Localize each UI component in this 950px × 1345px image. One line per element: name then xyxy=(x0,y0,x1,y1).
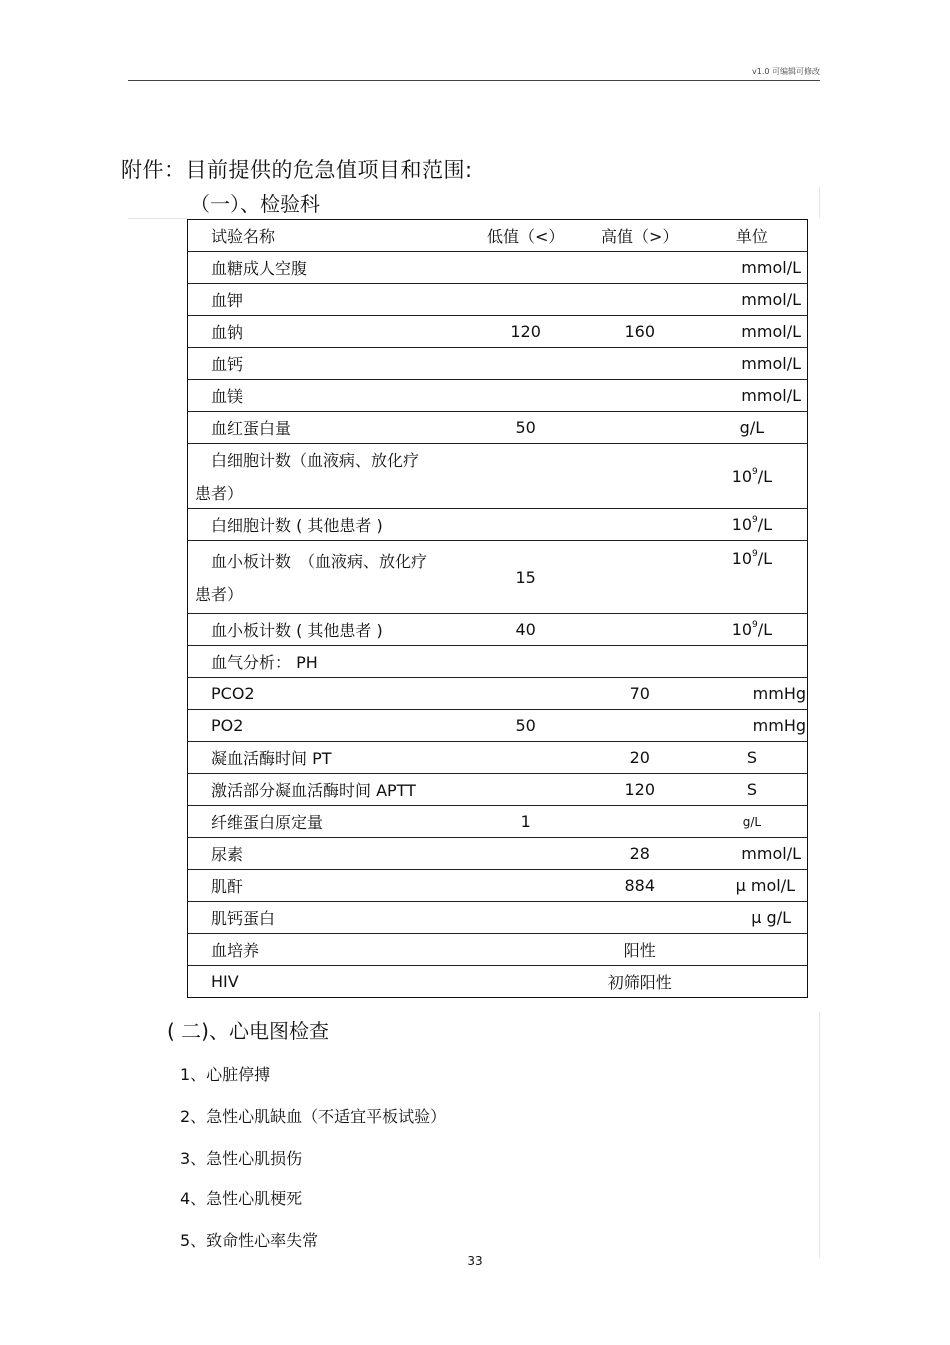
cell-unit: mmol/L xyxy=(697,348,808,380)
table-row xyxy=(188,541,808,614)
section-lab-title: （一）、检验科 xyxy=(190,192,320,216)
cell-high xyxy=(583,614,697,646)
cell-unit xyxy=(697,646,808,678)
table-row xyxy=(188,444,808,509)
cell-name: 纤维蛋白原定量 xyxy=(188,806,469,838)
header-version-text: v1.0 可编辑可修改 xyxy=(752,67,820,76)
section-ecg-title: ( 二)、心电图检查 xyxy=(167,1019,329,1043)
critical-values-table xyxy=(187,219,808,998)
cell-unit: mmol/L xyxy=(697,252,808,284)
cell-name: 血培养 xyxy=(188,934,469,966)
table-row xyxy=(188,252,808,284)
cell-high xyxy=(583,902,697,934)
cell-unit: g/L xyxy=(697,806,808,838)
unit-rest: /L xyxy=(757,515,773,534)
cell-name: PO2 xyxy=(188,710,469,742)
header-high-value: 高值（>） xyxy=(583,220,697,252)
cell-name-line1: 白细胞计数（血液病、放化疗 xyxy=(211,451,420,470)
cell-high: 阳性 xyxy=(583,934,697,966)
cell-high xyxy=(583,646,697,678)
unit-base: 10 xyxy=(731,466,753,486)
cell-low: 50 xyxy=(469,710,583,742)
cell-high: 70 xyxy=(583,678,697,710)
cell-low: 40 xyxy=(469,614,583,646)
cell-name xyxy=(188,541,469,614)
cell-high xyxy=(583,348,697,380)
cell-unit: μ g/L xyxy=(697,902,808,934)
unit-exponent: 9 xyxy=(752,515,758,525)
cell-name-line2: 患者） xyxy=(195,484,244,503)
cell-low xyxy=(469,646,583,678)
table-row xyxy=(188,316,808,348)
cell-low xyxy=(469,252,583,284)
cell-high xyxy=(583,509,697,541)
cell-high xyxy=(583,252,697,284)
table-row xyxy=(188,509,808,541)
cell-low xyxy=(469,678,583,710)
table-row xyxy=(188,284,808,316)
cell-low xyxy=(469,509,583,541)
cell-low xyxy=(469,934,583,966)
cell-low xyxy=(469,838,583,870)
cell-high xyxy=(583,710,697,742)
cell-low xyxy=(469,870,583,902)
cell-unit: mmol/L xyxy=(697,838,808,870)
cell-name: 肌酐 xyxy=(188,870,469,902)
table-row xyxy=(188,742,808,774)
cell-unit xyxy=(697,444,808,509)
page-number: 33 xyxy=(467,1254,483,1268)
cell-high: 20 xyxy=(583,742,697,774)
cell-low xyxy=(469,444,583,509)
cell-unit xyxy=(697,966,808,998)
unit-rest: /L xyxy=(757,466,773,486)
header-low-value: 低值（<） xyxy=(469,220,583,252)
faint-divider xyxy=(819,1012,820,1258)
ecg-list-item: 3、急性心肌损伤 xyxy=(180,1149,303,1168)
unit-rest: /L xyxy=(757,549,773,568)
header-rule xyxy=(128,80,820,81)
faint-divider xyxy=(128,218,188,219)
table-row xyxy=(188,774,808,806)
cell-high: 初筛阳性 xyxy=(583,966,697,998)
cell-name: 血糖成人空腹 xyxy=(188,252,469,284)
table-row xyxy=(188,966,808,998)
cell-unit xyxy=(697,541,808,614)
cell-high xyxy=(583,541,697,614)
table-row xyxy=(188,348,808,380)
unit-rest: /L xyxy=(757,620,773,639)
table-row xyxy=(188,870,808,902)
cell-low xyxy=(469,284,583,316)
cell-name-line2: 患者） xyxy=(195,585,244,604)
unit-exponent: 9 xyxy=(752,549,758,559)
table-row xyxy=(188,646,808,678)
cell-unit: mmol/L xyxy=(697,380,808,412)
header-test-name: 试验名称 xyxy=(188,220,469,252)
cell-unit xyxy=(697,509,808,541)
unit-base: 10 xyxy=(731,549,753,568)
cell-low xyxy=(469,742,583,774)
cell-unit: g/L xyxy=(697,412,808,444)
faint-divider xyxy=(819,186,820,218)
cell-high xyxy=(583,380,697,412)
document-title: 附件：目前提供的危急值项目和范围: xyxy=(121,158,473,182)
cell-name: 血红蛋白量 xyxy=(188,412,469,444)
cell-unit: mmHg xyxy=(697,710,808,742)
ecg-list-item: 5、致命性心率失常 xyxy=(180,1231,319,1250)
unit-base: 10 xyxy=(731,515,753,534)
cell-name: 白细胞计数 ( 其他患者 ) xyxy=(188,509,469,541)
cell-name: 尿素 xyxy=(188,838,469,870)
cell-name: 血气分析： PH xyxy=(188,646,469,678)
cell-low xyxy=(469,348,583,380)
unit-base: 10 xyxy=(731,620,753,639)
cell-name: 血小板计数 ( 其他患者 ) xyxy=(188,614,469,646)
cell-unit: mmol/L xyxy=(697,316,808,348)
ecg-list-item: 4、急性心肌梗死 xyxy=(180,1189,303,1208)
cell-name: 血钾 xyxy=(188,284,469,316)
cell-name: 凝血活酶时间 PT xyxy=(188,742,469,774)
cell-high: 120 xyxy=(583,774,697,806)
table-row xyxy=(188,838,808,870)
cell-low xyxy=(469,902,583,934)
cell-low xyxy=(469,966,583,998)
cell-name: 肌钙蛋白 xyxy=(188,902,469,934)
cell-high xyxy=(583,806,697,838)
cell-low: 50 xyxy=(469,412,583,444)
cell-unit xyxy=(697,934,808,966)
cell-high xyxy=(583,284,697,316)
cell-high xyxy=(583,412,697,444)
cell-high xyxy=(583,444,697,509)
table-row xyxy=(188,902,808,934)
table-row xyxy=(188,934,808,966)
cell-name xyxy=(188,444,469,509)
table-row xyxy=(188,380,808,412)
cell-high: 884 xyxy=(583,870,697,902)
cell-low xyxy=(469,774,583,806)
cell-name: 血钙 xyxy=(188,348,469,380)
unit-exponent: 9 xyxy=(752,466,758,477)
table-row xyxy=(188,614,808,646)
cell-unit: S xyxy=(697,774,808,806)
cell-unit xyxy=(697,614,808,646)
header-unit: 单位 xyxy=(697,220,808,252)
cell-unit: mmol/L xyxy=(697,284,808,316)
cell-name-line1: 血小板计数 （血液病、放化疗 xyxy=(211,552,428,571)
cell-unit: μ mol/L xyxy=(697,870,808,902)
cell-name: HIV xyxy=(188,966,469,998)
cell-name: 血镁 xyxy=(188,380,469,412)
cell-name: 血钠 xyxy=(188,316,469,348)
table-row xyxy=(188,412,808,444)
ecg-list-item: 1、心脏停搏 xyxy=(180,1065,271,1084)
ecg-list-item: 2、急性心肌缺血（不适宜平板试验） xyxy=(180,1107,447,1126)
table-header-row xyxy=(188,220,808,252)
cell-high: 28 xyxy=(583,838,697,870)
cell-name: PCO2 xyxy=(188,678,469,710)
cell-low: 15 xyxy=(469,541,583,614)
cell-low: 120 xyxy=(469,316,583,348)
cell-unit: S xyxy=(697,742,808,774)
table-row xyxy=(188,678,808,710)
table-row xyxy=(188,806,808,838)
cell-high: 160 xyxy=(583,316,697,348)
cell-name: 激活部分凝血活酶时间 APTT xyxy=(188,774,469,806)
cell-unit: mmHg xyxy=(697,678,808,710)
unit-exponent: 9 xyxy=(752,620,758,630)
cell-low: 1 xyxy=(469,806,583,838)
cell-low xyxy=(469,380,583,412)
table-row xyxy=(188,710,808,742)
